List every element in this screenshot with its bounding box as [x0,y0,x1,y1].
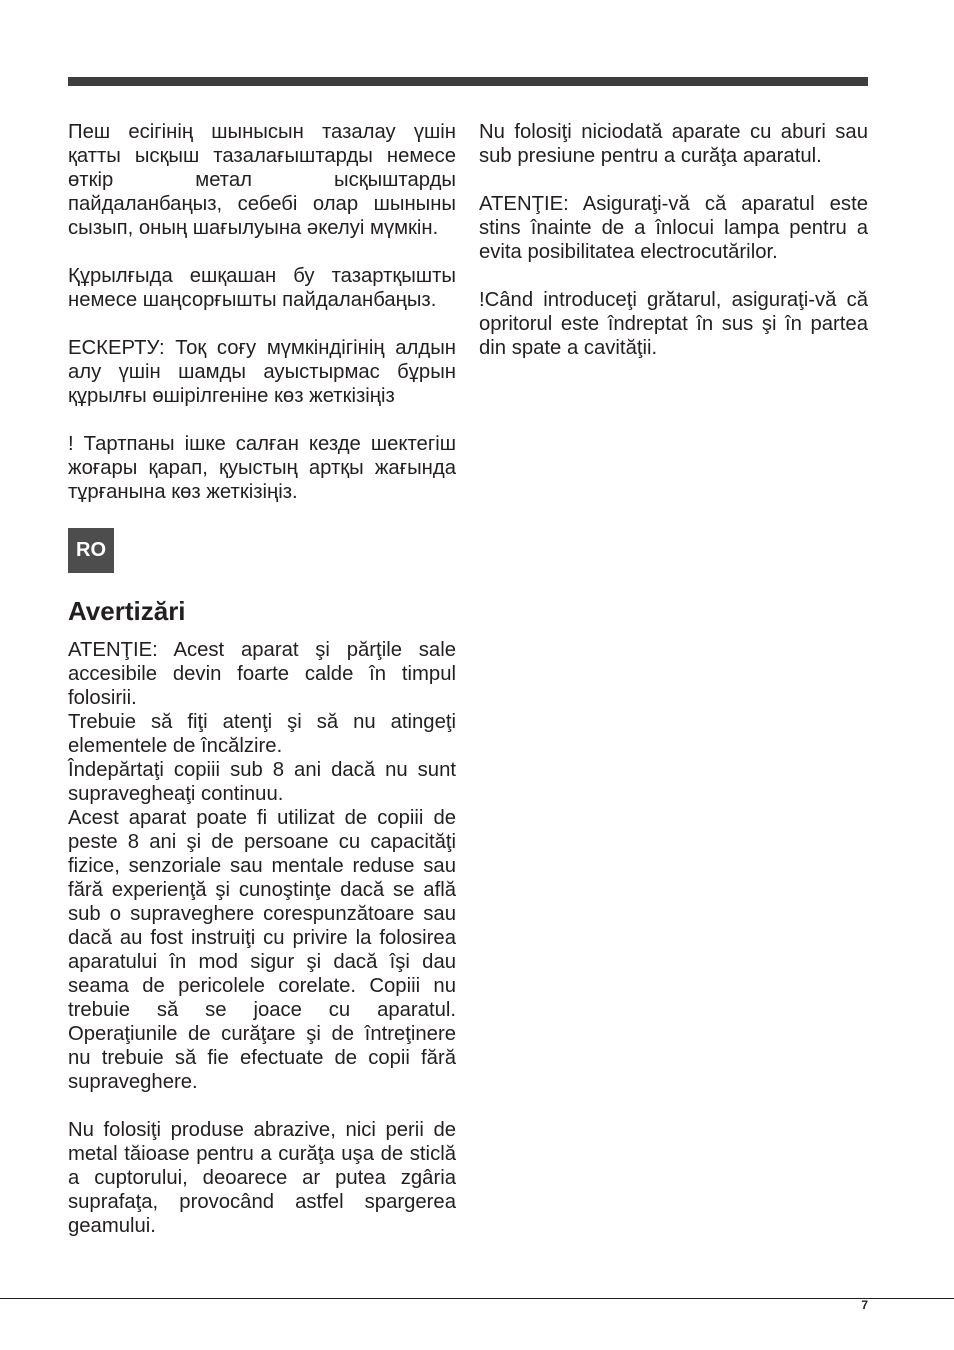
header-rule [68,77,868,86]
ro-warning-hot: ATENŢIE: Acest aparat şi părţile sale accesibile devin foarte calde în timpul folosirii. [68,639,456,709]
kk-paragraph-steam-cleaner: Құрылғыда ешқашан бу тазартқышты немесе шаңсорғышты пайдаланбаңыз. [68,265,456,311]
ro-paragraph-steam: Nu folosiţi niciodată aparate cu aburi sau sub presiune pentru a curăţa aparatul. [479,121,868,167]
right-column [479,120,868,384]
ro-paragraph-abrasives: Nu folosiţi produse abrazive, nici perii de metal tăioase pentru a curăţa uşa de sticlă a cuptorului, deoarece ar putea zgâria suprafaţa, provocând astfel spargerea geamului. [68,1119,456,1237]
ro-paragraph-lamp: ATENŢIE: Asiguraţi-vă că aparatul este stins înainte de a înlocui lampa pentru a evita posibilitatea electrocutărilor. [479,193,868,263]
ro-warning-children-under-8: Îndepărtaţi copiii sub 8 ani dacă nu sunt supravegheaţi continuu. [68,759,456,805]
language-badge: RO [68,528,114,573]
left-column [68,120,456,1262]
section-title: Avertizări [68,596,186,626]
ro-warning-children-usage: Acest aparat poate fi utilizat de copiii de peste 8 ani şi de persoane cu capacităţi fizice, senzoriale sau mentale reduse sau fără experienţă şi cunoştinţe dacă se află sub o supraveghere corespunzătoare sau dacă au fost instruiţi cu privire la folosirea aparatului în mod sigur şi dacă îşi dau seama de pericolele corelate. Copiii nu trebuie să se joace cu aparatul. Operaţiunile de curăţare şi de întreţinere nu trebuie să fie efectuate de copii fără supraveghere. [68,807,456,1093]
kk-paragraph-lamp-warning: ЕСКЕРТУ: Тоқ соғу мүмкіндігінің алдын алу үшін шамды ауыстырмас бұрын құрылғы өшірілгеніне көз жеткізіңіз [68,337,456,407]
kk-paragraph-glass-cleaning: Пеш есігінің шынысын тазалау үшін қатты ысқыш тазалағыштарды немесе өткір метал ысқыштарды пайдаланбаңыз, себебі олар шыныны сызып, оның шағылуына әкелуі мүмкін. [68,121,456,239]
ro-warning-heating-elements: Trebuie să fiţi atenţi şi să nu atingeţi elementele de încălzire. [68,711,456,757]
footer-rule [0,1298,954,1299]
page-number: 7 [861,1298,868,1312]
ro-paragraph-rack: !Când introduceţi grătarul, asiguraţi-vă că opritorul este îndreptat în sus şi în partea din spate a cavităţii. [479,289,868,359]
kk-paragraph-rack-stopper: ! Тартпаны ішке салған кезде шектегіш жоғары қарап, қуыстың артқы жағында тұрғанына көз жеткізіңіз. [68,433,456,503]
